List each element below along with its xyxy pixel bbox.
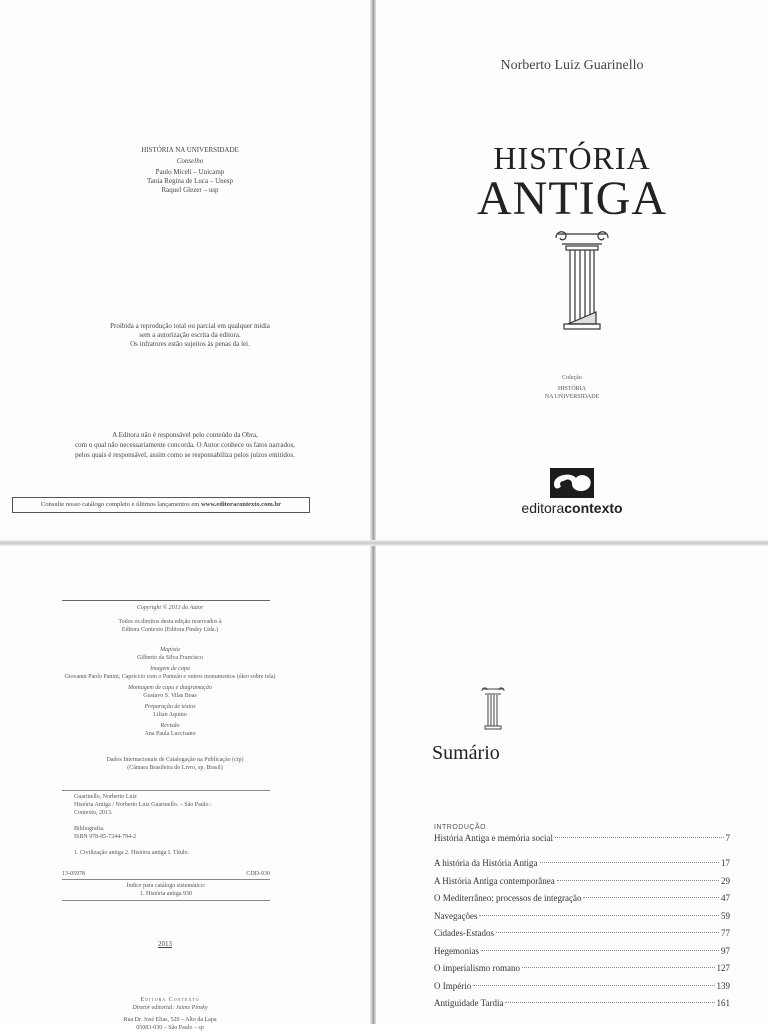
page-contents xyxy=(376,546,768,1024)
cip-number-row xyxy=(62,870,270,880)
board-member: Paulo Miceli – Unicamp xyxy=(155,168,225,176)
credit-name: Gustavo S. Vilas Boas xyxy=(143,693,197,699)
ionic-column-icon xyxy=(552,228,612,332)
board-member: Tania Regina de Luca – Unesp xyxy=(146,177,233,185)
imprint-name: Editora Contexto xyxy=(140,997,200,1003)
toc-page: 97 xyxy=(721,945,730,956)
toc-title: O imperialismo romano xyxy=(434,963,520,973)
rights-line: sem a autorização escrita da editora. xyxy=(139,331,241,339)
toc-leader xyxy=(505,1002,714,1003)
toc-title: Navegações xyxy=(434,910,478,921)
credits-block xyxy=(20,602,320,738)
collection-info xyxy=(376,374,768,401)
cip-line: 1. Civilização antiga 2. História antiga I. Título. xyxy=(74,850,190,856)
publisher-disclaimer xyxy=(10,430,360,460)
publication-year: 2013 xyxy=(158,940,172,948)
toc-entry[interactable] xyxy=(434,943,730,961)
page-copyright xyxy=(0,546,370,1031)
toc-spacer xyxy=(434,845,730,855)
toc-leader xyxy=(540,862,720,863)
toc-page: 161 xyxy=(716,998,730,1008)
toc-entry[interactable] xyxy=(434,960,730,978)
cip-line: Bibliografia. xyxy=(74,826,105,832)
toc-title: História Antiga e memória social xyxy=(434,833,553,843)
catalog-box xyxy=(12,497,310,513)
rights-line: Os infratores estão sujeitos às penas da lei. xyxy=(130,340,250,348)
column-ornament-icon xyxy=(480,686,506,732)
book-title-line2: ANTIGA xyxy=(477,172,667,225)
toc-entry[interactable] xyxy=(434,890,730,908)
board-member: Raquel Glezer – usp xyxy=(161,186,219,194)
disclaimer-line: pelos quais é responsável, assim como se responsabiliza pelos juízos emitidos. xyxy=(75,451,295,459)
series-title: HISTÓRIA NA UNIVERSIDADE xyxy=(141,146,239,154)
board-label: Conselho xyxy=(176,157,204,165)
index-line: 1. História antiga 930 xyxy=(140,891,192,897)
toc-leader xyxy=(481,950,719,951)
toc-page: 59 xyxy=(721,910,730,921)
cip-line: ISBN 978-85-7244-794-2 xyxy=(74,834,137,840)
disclaimer-line: com o qual não necessariamente concorda. O Autor conhece os fatos narrados, xyxy=(75,441,295,449)
credit-role: Preparação de textos xyxy=(144,704,196,710)
intro-label: INTRODUÇÃO xyxy=(434,824,487,831)
cip-header xyxy=(70,756,280,772)
toc-title: Antiguidade Tardia xyxy=(434,998,504,1008)
cip-body xyxy=(74,790,284,857)
toc-entry[interactable] xyxy=(434,995,730,1013)
author-name: Norberto Luiz Guarinello xyxy=(500,58,644,73)
credit-name: Gilberto da Silva Francisco xyxy=(137,655,203,661)
imprint-address: 05083-030 – São Paulo – sp xyxy=(136,1025,204,1031)
toc-leader xyxy=(557,880,719,881)
cip-header-line: (Câmara Brasileira do Livro, sp, Brasil) xyxy=(127,765,223,771)
toc-entry[interactable] xyxy=(434,855,730,873)
collection-name: HISTÓRIA xyxy=(558,386,586,392)
toc-page: 29 xyxy=(721,875,730,886)
rights-reserved-line: Editora Contexto (Editora Pinsky Ltda.) xyxy=(121,627,219,633)
table-of-contents xyxy=(434,824,730,1013)
toc-page: 77 xyxy=(721,928,730,938)
imprint-director: Diretor editorial: Jaime Pinsky xyxy=(132,1005,208,1011)
toc-title: A história da História Antiga xyxy=(434,858,538,868)
contents-title: Sumário xyxy=(432,742,500,764)
toc-title: A História Antiga contemporânea xyxy=(434,875,555,886)
rights-line: Proibida a reprodução total ou parcial em qualquer mídia xyxy=(110,322,270,330)
credit-name: Lilian Aquino xyxy=(153,712,187,718)
cip-line: Guarinello, Norberto Luiz xyxy=(74,794,137,800)
toc-page: 127 xyxy=(716,963,730,973)
collection-name: NA UNIVERSIDADE xyxy=(544,394,600,400)
toc-page: 47 xyxy=(721,893,730,903)
catalog-text: Consulte nosso catálogo completo e últimos lançamentos em xyxy=(41,501,201,508)
toc-page: 17 xyxy=(721,858,730,868)
toc-leader xyxy=(496,932,719,933)
credit-role: Imagem de capa xyxy=(150,666,190,672)
cip-number: 13-05978 xyxy=(62,871,85,877)
toc-title: O Império xyxy=(434,980,472,991)
page-top-left xyxy=(0,0,370,540)
disclaimer-line: A Editora não é responsável pelo conteúdo da Obra, xyxy=(112,431,258,439)
cip-rule xyxy=(62,900,270,901)
toc-page: 139 xyxy=(716,980,730,991)
book-title-line1: HISTÓRIA xyxy=(493,140,651,176)
catalog-url[interactable]: www.editoracontexto.com.br xyxy=(200,501,281,508)
toc-entry[interactable] xyxy=(434,978,730,996)
credit-role: Montagem de capa e diagramação xyxy=(128,685,212,691)
imprint-address: Rua Dr. José Elias, 520 – Alto da Lapa xyxy=(123,1017,217,1023)
cip-header-line: Dados Internacionais de Catalogação na Publicação (cip) xyxy=(106,757,244,763)
credit-name: Giovanni Paolo Panini, Capriccio com o Panteão e outros monumentos (óleo sobre tela) xyxy=(64,674,276,680)
rights-reserved-line: Todos os direitos desta edição reservados à xyxy=(118,619,222,625)
index-line: Índice para catálogo sistemático: xyxy=(126,883,206,889)
copyright-line: Copyright © 2013 do Autor xyxy=(136,605,204,611)
toc-entry[interactable] xyxy=(434,831,730,845)
cdd-number: CDD-930 xyxy=(246,871,270,877)
toc-leader xyxy=(473,985,714,986)
collection-label: Coleção xyxy=(562,375,582,381)
cip-footer xyxy=(62,870,270,901)
credit-role: Mapista xyxy=(160,647,180,653)
toc-page: 7 xyxy=(725,833,730,843)
page-title-page xyxy=(376,0,768,540)
toc-leader xyxy=(479,915,719,916)
publisher-suffix: contexto xyxy=(564,500,623,516)
imprint-block xyxy=(20,996,320,1032)
toc-leader xyxy=(522,967,715,968)
publisher-name xyxy=(376,500,768,516)
toc-leader xyxy=(583,897,719,898)
toc-title: Cidades-Estados xyxy=(434,928,494,938)
series-board xyxy=(40,146,340,195)
toc-entry[interactable] xyxy=(434,873,730,891)
toc-entry[interactable] xyxy=(434,908,730,926)
toc-entry[interactable] xyxy=(434,925,730,943)
rule-divider xyxy=(62,600,270,601)
rights-notice xyxy=(40,322,340,349)
toc-title: Hegemonias xyxy=(434,945,479,956)
credit-name: Ana Paula Luccisano xyxy=(144,731,196,737)
publisher-prefix: editora xyxy=(521,500,565,516)
cip-line: Contexto, 2013. xyxy=(74,810,113,816)
toc-leader xyxy=(555,837,724,838)
cip-line: História Antiga / Norberto Luiz Guarinello. – São Paulo : xyxy=(74,802,212,808)
toc-title: O Mediterrâneo: processos de integração xyxy=(434,893,582,903)
credit-role: Revisão xyxy=(160,723,180,729)
